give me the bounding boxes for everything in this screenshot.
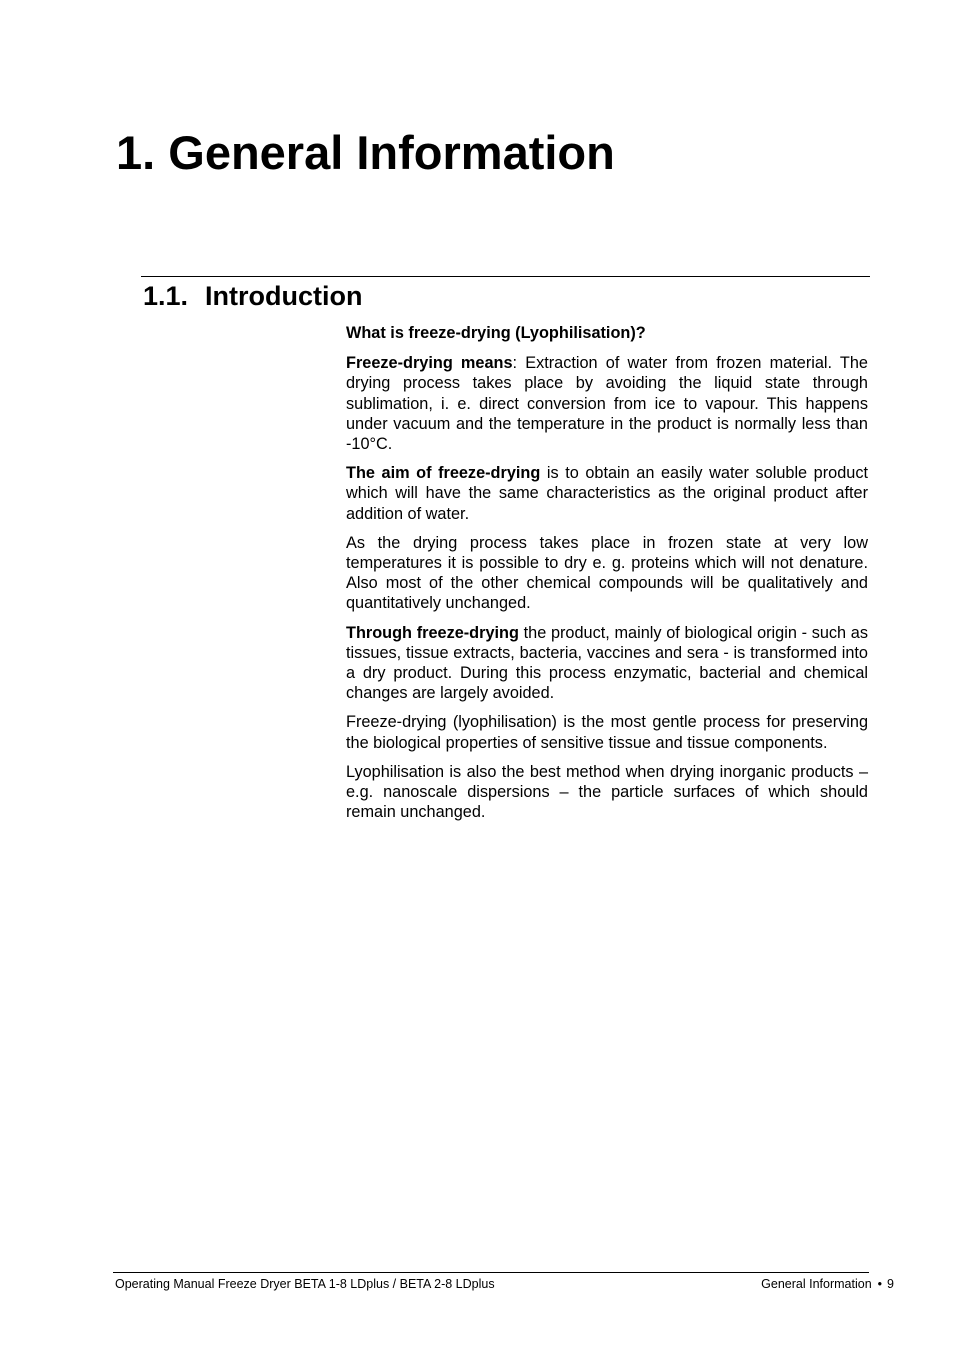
footer-bullet: •	[877, 1277, 883, 1291]
footer-section-name: General Information	[761, 1277, 872, 1291]
paragraph-definition-lead: Freeze-drying means	[346, 354, 513, 373]
chapter-title-text: General Information	[168, 126, 615, 179]
chapter-number: 1.	[116, 126, 156, 179]
paragraph-through	[346, 623, 868, 704]
chapter-title	[116, 124, 615, 182]
footer-page-number: 9	[887, 1277, 894, 1291]
paragraph-inorganic: Lyophilisation is also the best method when drying inorganic products – e.g. nanoscale dispersions – the particle surfaces of which should remain unchanged.	[346, 762, 868, 822]
paragraph-aim-lead: The aim of freeze-drying	[346, 464, 541, 483]
footer-document-title: Operating Manual Freeze Dryer BETA 1-8 LDplus / BETA 2-8 LDplus	[115, 1277, 495, 1291]
section-number: 1.1.	[143, 281, 189, 311]
paragraph-gentle-process: Freeze-drying (lyophilisation) is the most gentle process for preserving the biological properties of sensitive tissue and tissue components.	[346, 713, 868, 752]
paragraph-aim-text: is to obtain an easily water soluble product which will have the same characteristics as the original product after addition of water.	[346, 464, 868, 523]
intro-question: What is freeze-drying (Lyophilisation)?	[346, 324, 646, 342]
footer-page-info	[761, 1276, 894, 1292]
paragraph-aim	[346, 463, 868, 524]
body-text-column	[346, 323, 868, 831]
paragraph-low-temperature: As the drying process takes place in frozen state at very low temperatures it is possible to dry e. g. proteins which will not denature. Also most of the other chemical compounds will be qualitatively and quantitatively unchanged.	[346, 533, 868, 613]
section-title-text: Introduction	[205, 281, 363, 311]
paragraph-definition-text: : Extraction of water from frozen material. The drying process takes place by avoiding the liquid state through sublimation, i. e. direct conversion from ice to vapour. This happens under vacuum and the temperature in the product is normally less than -10°C.	[346, 354, 868, 454]
footer-divider	[113, 1272, 869, 1273]
section-title	[143, 279, 362, 313]
section-divider	[141, 276, 870, 277]
paragraph-through-text: the product, mainly of biological origin - such as tissues, tissue extracts, bacteria, vaccines and sera - is transformed into a dry product. During this process enzymatic, bacterial and chemical changes are largely avoided.	[346, 623, 868, 703]
paragraph-definition	[346, 353, 868, 454]
paragraph-through-lead: Through freeze-drying	[346, 623, 519, 642]
